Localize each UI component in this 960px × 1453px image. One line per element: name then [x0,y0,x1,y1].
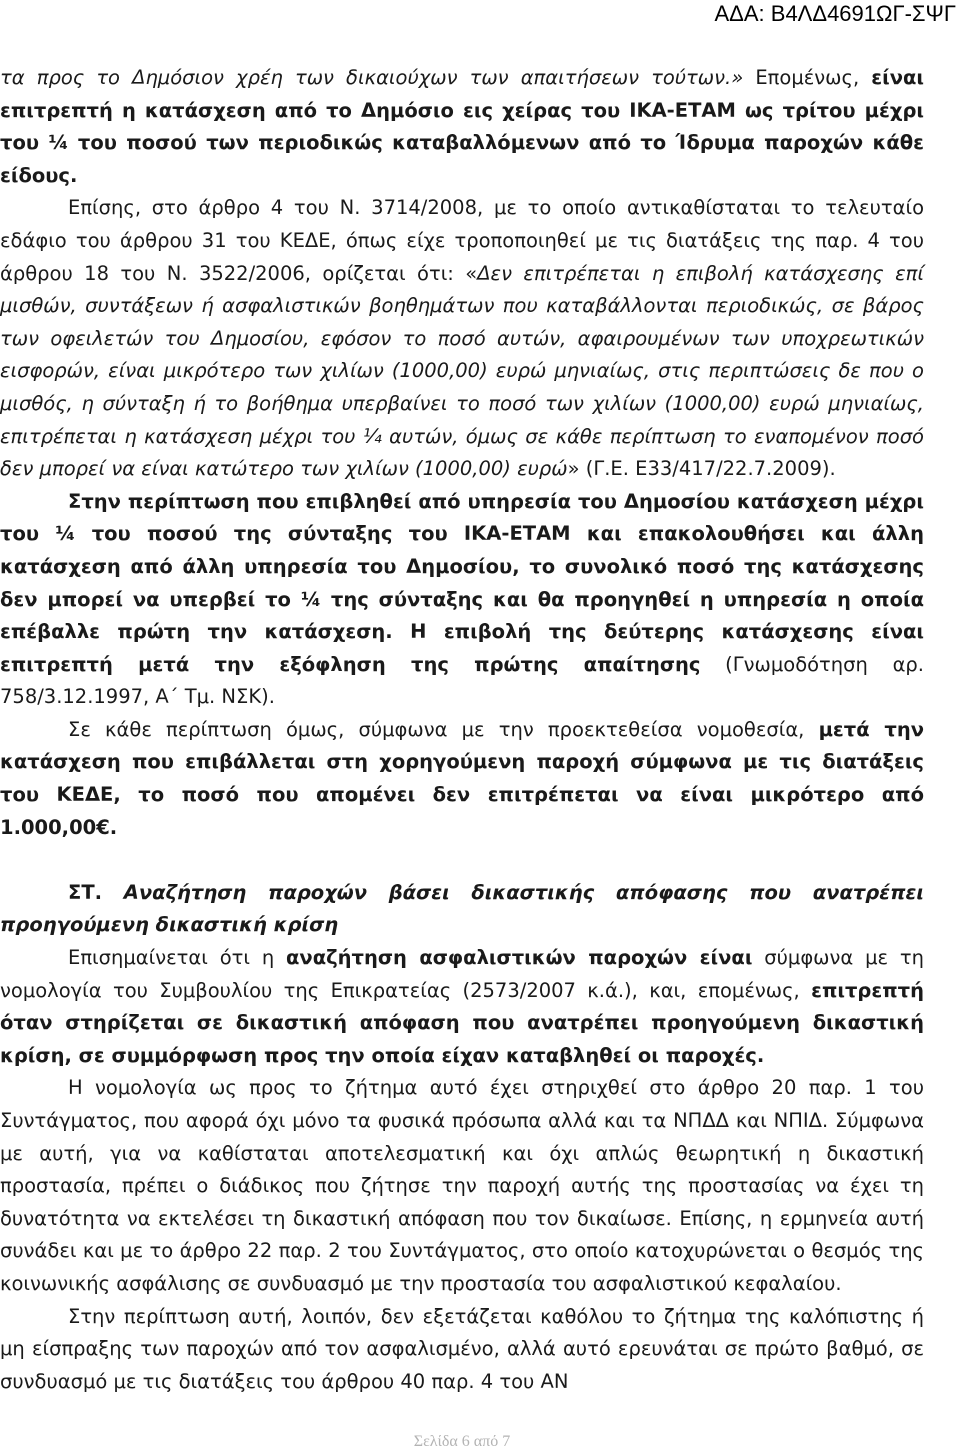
paragraph-law-3714-2008: Επίσης, στο άρθρο 4 του Ν. 3714/2008, με το οποίο αντικαθίσταται το τελευταίο εδάφιο του άρθρου 31 του ΚΕΔΕ, όπως είχε τροποποιηθεί με τις διατάξεις της παρ. 4 του άρθρου 18 του Ν. 3522/2006, ορίζεται ότι: «Δεν επιτρέπεται η επιβολή κατάσχεσης επί μισθών, συντάξεων ή ασφαλιστικών βοηθημάτων που καταβάλλονται περιοδικώς, σε βάρος των οφειλετών του Δημοσίου, εφόσον το ποσό αυτών, αφαιρουμένων των υποχρεωτικών εισφορών, είναι μικρότερο των χιλίων (1000,00) ευρώ μηνιαίως, στις περιπτώσεις δε που ο μισθός, η σύνταξη ή το βοήθημα υπερβαίνει το ποσό των χιλίων (1000,00) ευρώ μηνιαίως, επιτρέπεται η κατάσχεση μέχρι του ¼ αυτών, όμως σε κάθε περίπτωση το εναπομένον ποσό δεν μπορεί να είναι κατώτερο των χιλίων (1000,00) ευρώ» (Γ.Ε. Ε33/417/22.7.2009). [0,196,924,481]
page-footer: Σελίδα 6 από 7 [413,1433,511,1450]
page-number: 6 [461,1433,470,1450]
paragraph-multiple-seizures: Στην περίπτωση που επιβληθεί από υπηρεσία του Δημοσίου κατάσχεση μέχρι του ¼ του ποσού της σύνταξης του ΙΚΑ-ΕΤΑΜ και επακολουθήσει και άλλη κατάσχεση από άλλη υπηρεσία του Δημοσίου, το συνολικό ποσό της κατάσχεσης δεν μπορεί να υπερβεί το ¼ της σύνταξης και θα προηγηθεί η υπηρεσία η οποία επέβαλλε πρώτη την κατάσχεση. Η επιβολή της δεύτερης κατάσχεσης είναι επιτρεπτή μετά την εξόφληση της πρώτης απαίτησης (Γνωμοδότηση αρ. 758/3.12.1997, Α΄ Τμ. ΝΣΚ). [0,489,925,709]
ada-code: ΑΔΑ: Β4ΛΔ4691ΩΓ-ΣΨΓ [714,1,956,26]
section-heading: ΣΤ. Αναζήτηση παροχών βάσει δικαστικής απόφασης που ανατρέπει προηγούμενη δικαστική κρίση [0,880,924,937]
paragraph-constitution-article-20: Η νομολογία ως προς το ζήτημα αυτό έχει στηριχθεί στο άρθρο 20 παρ. 1 του Συντάγματος, που αφορά όχι μόνο τα φυσικά πρόσωπα αλλά και τα ΝΠΔΔ και ΝΠΙΔ. Σύμφωνα με αυτή, για να καθίσταται αποτελεσματική και όχι απλώς θεωρητική η δικαστική προστασία, πρέπει ο διάδικος που ζήτησε την παροχή αυτής της προστασίας να έχει τη δυνατότητα να εκτελέσει τη δικαστική απόφαση που τον δικαίωσε. Επίσης, η ερμηνεία αυτή συνάδει και με το άρθρο 22 παρ. 2 του Συντάγματος, στο οποίο κατοχυρώνεται ο θεσμός της κοινωνικής ασφάλισης σε συνδυασμό με την προστασία του ασφαλιστικού κεφαλαίου. [0,1076,924,1295]
page-total: 7 [502,1433,511,1450]
paragraph-benefit-recovery: Επισημαίνεται ότι η αναζήτηση ασφαλιστικών παροχών είναι σύμφωνα με τη νομολογία του Συμβουλίου της Επικρατείας (2573/2007 κ.ά.), και, επομένως, επιτρεπτή όταν στηρίζεται σε δικαστική απόφαση που ανατρέπει προηγούμενη δικαστική κρίση, σε συμμόρφωση προς την οποία είχαν καταβληθεί οι παροχές. [0,946,924,1067]
paragraph-good-faith: Στην περίπτωση αυτή, λοιπόν, δεν εξετάζεται καθόλου το ζήτημα της καλόπιστης ή μη είσπραξης των παροχών από τον ασφαλισμένο, αλλά αυτό ερευνάται σε πρώτο βαθμό, σε συνδυασμό με τις διατάξεις του άρθρου 40 παρ. 4 του ΑΝ [0,1304,924,1393]
document-body [0,62,924,1398]
paragraph-kede-seizure-permitted: τα προς το Δημόσιον χρέη των δικαιούχων των απαιτήσεων τούτων.» Επομένως, είναι επιτρεπτή η κατάσχεση από το Δημόσιο εις χείρας του ΙΚΑ-ΕΤΑΜ ως τρίτου μέχρι του ¼ του ποσού των περιοδικώς καταβαλλόμενων από το Ίδρυμα παροχών κάθε είδους. [0,66,925,187]
paragraph-minimum-amount: Σε κάθε περίπτωση όμως, σύμφωνα με την προεκτεθείσα νομοθεσία, μετά την κατάσχεση που επιβάλλεται στη χορηγούμενη παροχή σύμφωνα με τις διατάξεις του ΚΕΔΕ, το ποσό που απομένει δεν επιτρέπεται να είναι μικρότερο από 1.000,00€. [0,717,924,839]
